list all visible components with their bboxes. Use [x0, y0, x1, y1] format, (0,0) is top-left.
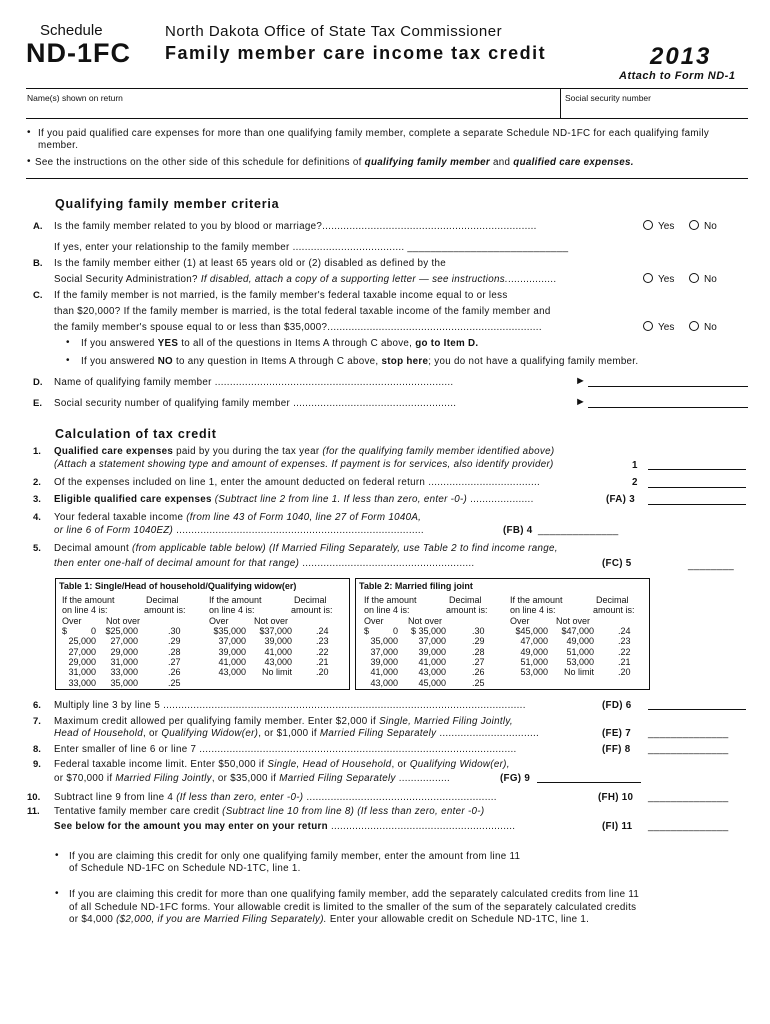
item-letter: E.	[33, 398, 42, 409]
table-cell: $ 35,000	[410, 626, 446, 636]
line-4-field[interactable]: ______________	[538, 525, 619, 536]
table-cell: 39,000	[218, 646, 246, 657]
table-cell: $25,000	[105, 626, 138, 636]
table-cell: 43,000	[418, 667, 446, 678]
names-field[interactable]	[28, 104, 558, 118]
item-b-no[interactable]: No	[689, 273, 717, 285]
divider	[26, 178, 748, 179]
table-cell: .28	[168, 646, 181, 657]
table-2	[355, 578, 650, 690]
bullet: •	[27, 127, 31, 138]
line-5-field[interactable]: ________	[688, 560, 734, 571]
table-cell: 47,000	[520, 636, 548, 647]
line-9-text: Federal taxable income limit. Enter $50,000 if Single, Head of Household, or Qualifying Widow(er),	[54, 759, 510, 770]
line-5-text: Decimal amount (from applicable table below) (If Married Filing Separately, use Table 2 to find income range,	[54, 543, 558, 554]
table-header: If the amount	[364, 595, 417, 605]
table-header: If the amount	[510, 595, 563, 605]
table-cell: .22	[316, 646, 329, 657]
line-10-field[interactable]: ______________	[648, 792, 729, 803]
table-cell: No limit	[261, 667, 292, 678]
bullet: •	[55, 888, 59, 899]
table-cell: $45,000	[515, 626, 548, 636]
line-code: (FG) 9	[500, 773, 531, 784]
bullet: •	[27, 156, 31, 167]
member-ssn-field[interactable]	[588, 407, 748, 408]
table-cell: .20	[618, 667, 631, 678]
line-code: (FD) 6	[602, 700, 632, 711]
table-cell: .26	[168, 667, 181, 678]
table-cell: .29	[168, 636, 181, 647]
table-header: Not over	[556, 616, 591, 626]
table-cell: .21	[618, 656, 631, 667]
divider	[26, 118, 748, 119]
intro-text: If you paid qualified care expenses for more than one qualifying family member, complete a separate Schedule ND-1FC for each qualifying family	[38, 128, 710, 139]
table-header: amount is:	[446, 605, 488, 615]
ssn-field[interactable]	[563, 104, 747, 118]
divider	[560, 88, 561, 118]
line-number: 5.	[33, 543, 41, 554]
line-number: 7.	[33, 716, 41, 727]
item-c-no[interactable]: No	[689, 321, 717, 333]
line-1-text: (Attach a statement showing type and amount of expenses. If payment is for services, also identify provider)	[54, 459, 554, 470]
table-cell: .27	[168, 656, 181, 667]
item-d-text: Name of qualifying family member ...............................................................................	[54, 377, 454, 388]
footer-text: or $4,000 ($2,000, if you are Married Filing Separately). Enter your allowable credit on Schedule ND-1TC, line 1.	[69, 914, 590, 925]
ssn-label: Social security number	[565, 93, 651, 103]
line-1-field[interactable]	[648, 469, 746, 470]
line-4-text: Your federal taxable income (from line 43 of Form 1040, line 27 of Form 1040A,	[54, 512, 422, 523]
table-cell: 37,000	[418, 636, 446, 647]
radio-icon	[689, 273, 699, 283]
table-cell: 33,000	[68, 677, 96, 688]
criteria-heading: Qualifying family member criteria	[55, 197, 280, 211]
line-number: 2.	[33, 477, 41, 488]
line-box-number: 1	[632, 460, 638, 471]
table-title: Table 1: Single/Head of household/Qualifying widow(er)	[59, 581, 297, 591]
intro-text: See the instructions on the other side of this schedule for definitions of qualifying family member and qualified care expenses.	[35, 157, 634, 168]
table-cell: .22	[618, 646, 631, 657]
arrow-icon: ►	[575, 396, 586, 408]
table-header: Over	[62, 616, 82, 626]
line-3-text: Eligible qualified care expenses (Subtract line 2 from line 1. If less than zero, enter -0-) .....................	[54, 494, 534, 505]
table-cell: 25,000	[68, 636, 96, 647]
line-number: 6.	[33, 700, 41, 711]
names-label: Name(s) shown on return	[27, 93, 123, 103]
table-cell: .27	[472, 656, 485, 667]
line-3-field[interactable]	[648, 504, 746, 505]
table-header: Over	[209, 616, 229, 626]
table-header: Over	[364, 616, 384, 626]
line-7-field[interactable]: ______________	[648, 728, 729, 739]
item-letter: A.	[33, 221, 43, 232]
line-7-text: Head of Household, or Qualifying Widow(er), or $1,000 if Married Filing Separately .................................	[54, 728, 540, 739]
line-8-field[interactable]: ______________	[648, 744, 729, 755]
bullet: •	[55, 850, 59, 861]
table-header: Decimal	[596, 595, 629, 605]
line-8-text: Enter smaller of line 6 or line 7 .........................................................................................................	[54, 744, 517, 755]
table-header: amount is:	[291, 605, 333, 615]
line-2-field[interactable]	[648, 487, 746, 488]
table-cell: 29,000	[110, 646, 138, 657]
table-cell: 39,000	[264, 636, 292, 647]
item-c-text: If the family member is not married, is the family member's federal taxable income equal to or less	[54, 290, 508, 301]
table-cell: 35,000	[370, 636, 398, 647]
item-c-text: the family member's spouse equal to or less than $35,000?.......................................................................	[54, 322, 542, 333]
item-e-text: Social security number of qualifying family member ......................................................	[54, 398, 457, 409]
radio-icon	[643, 220, 653, 230]
relationship-line[interactable]: If yes, enter your relationship to the family member ..................................... ____________________________	[54, 242, 569, 253]
table-header: Not over	[106, 616, 141, 626]
table-cell: 37,000	[218, 636, 246, 647]
intro-text: member.	[38, 140, 79, 151]
item-b-yes[interactable]: Yes	[643, 273, 674, 285]
line-code: (FA) 3	[606, 494, 636, 505]
table-header: on line 4 is:	[62, 605, 108, 615]
line-code: (FF) 8	[602, 744, 631, 755]
line-6-text: Multiply line 3 by line 5 ........................................................................................................................	[54, 700, 526, 711]
line-number: 4.	[33, 512, 41, 523]
item-a-text: Is the family member related to you by blood or marriage?.......................................................................	[54, 221, 537, 232]
item-letter: C.	[33, 290, 43, 301]
table-header: amount is:	[593, 605, 635, 615]
footer-text: of Schedule ND-1FC on Schedule ND-1TC, line 1.	[69, 863, 301, 874]
schedule-label: Schedule	[40, 22, 103, 39]
table-cell: .25	[168, 677, 181, 688]
table-cell: $47,000	[561, 626, 594, 636]
line-11-text: See below for the amount you may enter on your return .............................................................	[54, 821, 516, 832]
item-c-text: than $20,000? If the family member is married, is the total federal taxable income of the family member and	[54, 306, 551, 317]
line-1-text: Qualified care expenses paid by you during the tax year (for the qualifying family member identified above)	[54, 446, 555, 457]
line-number: 1.	[33, 446, 41, 457]
table-header: If the amount	[62, 595, 115, 605]
table-cell: .23	[316, 636, 329, 647]
line-11-text: Tentative family member care credit (Subtract line 10 from line 8) (If less than zero, enter -0-)	[54, 806, 485, 817]
line-10-text: Subtract line 9 from line 4 (If less than zero, enter -0-) ...............................................................	[54, 792, 497, 803]
item-a-no[interactable]: No	[689, 220, 717, 232]
table-cell: 43,000	[370, 677, 398, 688]
item-b-text: Is the family member either (1) at least 65 years old or (2) disabled as defined by the	[54, 258, 447, 269]
calc-heading: Calculation of tax credit	[55, 427, 217, 441]
tax-year: 2013	[650, 43, 712, 70]
table-cell: 41,000	[218, 656, 246, 667]
bullet: •	[66, 355, 70, 366]
footer-text: If you are claiming this credit for more than one qualifying family member, add the separately calculated credits from line 11	[69, 889, 640, 900]
attach-note: Attach to Form ND-1	[619, 70, 736, 82]
instruction-no: If you answered NO to any question in Items A through C above, stop here; you do not have a qualifying family member.	[81, 356, 639, 367]
table-header: Decimal	[294, 595, 327, 605]
table-cell: 41,000	[418, 656, 446, 667]
line-5-text: then enter one-half of decimal amount for that range) .........................................................	[54, 558, 475, 569]
table-cell: 51,000	[566, 646, 594, 657]
table-cell: 33,000	[110, 667, 138, 678]
divider	[26, 88, 748, 89]
table-cell: .21	[316, 656, 329, 667]
form-number: ND-1FC	[26, 38, 131, 68]
table-cell: 45,000	[418, 677, 446, 688]
radio-icon	[643, 273, 653, 283]
table-cell: 49,000	[520, 646, 548, 657]
line-2-text: Of the expenses included on line 1, enter the amount deducted on federal return .....................................	[54, 477, 541, 488]
table-header: Not over	[254, 616, 289, 626]
table-title: Table 2: Married filing joint	[359, 581, 473, 591]
table-cell: 27,000	[110, 636, 138, 647]
table-cell: .30	[472, 626, 485, 636]
table-cell: 31,000	[68, 667, 96, 678]
line-number: 3.	[33, 494, 41, 505]
radio-icon	[643, 321, 653, 331]
line-number: 10.	[27, 792, 41, 803]
table-cell: $37,000	[259, 626, 292, 636]
table-cell: 29,000	[68, 656, 96, 667]
line-number: 9.	[33, 759, 41, 770]
table-cell: 39,000	[418, 646, 446, 657]
table-cell: .20	[316, 667, 329, 678]
radio-icon	[689, 220, 699, 230]
line-code: (FB) 4	[503, 525, 533, 536]
instruction-yes: If you answered YES to all of the questions in Items A through C above, go to Item D.	[81, 338, 479, 349]
line-code: (FE) 7	[602, 728, 632, 739]
table-cell: 53,000	[520, 667, 548, 678]
line-6-field[interactable]	[648, 709, 746, 710]
table-cell: 43,000	[264, 656, 292, 667]
line-4-text: or line 6 of Form 1040EZ) ..................................................................................	[54, 525, 424, 536]
table-cell: 41,000	[370, 667, 398, 678]
table-cell: 37,000	[370, 646, 398, 657]
line-code: (FH) 10	[598, 792, 634, 803]
table-header: on line 4 is:	[510, 605, 556, 615]
table-cell: .25	[472, 677, 485, 688]
line-9-field[interactable]	[537, 782, 641, 783]
table-cell: .29	[472, 636, 485, 647]
line-code: (FC) 5	[602, 558, 632, 569]
line-number: 11.	[27, 806, 40, 817]
line-code: (FI) 11	[602, 821, 633, 832]
table-cell: 0	[392, 626, 398, 636]
form-title: Family member care income tax credit	[165, 43, 547, 63]
bullet: •	[66, 337, 70, 348]
table-header: Over	[510, 616, 530, 626]
table-cell: .28	[472, 646, 485, 657]
table-cell: $	[62, 626, 68, 636]
item-c-yes[interactable]: Yes	[643, 321, 674, 333]
footer-text: of all Schedule ND-1FC forms. Your allowable credit is limited to the smaller of the sum of the separately calculated credits	[69, 902, 637, 913]
table-cell: 51,000	[520, 656, 548, 667]
table-header: amount is:	[144, 605, 186, 615]
table-cell: 0	[90, 626, 96, 636]
table-cell: 27,000	[68, 646, 96, 657]
item-a-yes[interactable]: Yes	[643, 220, 674, 232]
table-cell: .26	[472, 667, 485, 678]
table-cell: 53,000	[566, 656, 594, 667]
table-cell: .24	[618, 626, 631, 636]
radio-icon	[689, 321, 699, 331]
table-header: Decimal	[449, 595, 482, 605]
item-letter: D.	[33, 377, 43, 388]
table-cell: 49,000	[566, 636, 594, 647]
line-11-field[interactable]: ______________	[648, 821, 729, 832]
table-1	[55, 578, 350, 690]
line-number: 8.	[33, 744, 41, 755]
table-header: Not over	[408, 616, 443, 626]
table-cell: .23	[618, 636, 631, 647]
table-cell: .24	[316, 626, 329, 636]
table-cell: 31,000	[110, 656, 138, 667]
table-cell: 39,000	[370, 656, 398, 667]
item-b-text: Social Security Administration? If disabled, attach a copy of a supporting letter — see instructions.................	[54, 274, 557, 285]
table-cell: $	[364, 626, 370, 636]
table-cell: 35,000	[110, 677, 138, 688]
agency-name: North Dakota Office of State Tax Commissioner	[165, 23, 503, 40]
table-header: on line 4 is:	[364, 605, 410, 615]
table-cell: No limit	[563, 667, 594, 678]
footer-text: If you are claiming this credit for only one qualifying family member, enter the amount from line 11	[69, 851, 521, 862]
line-box-number: 2	[632, 477, 638, 488]
member-name-field[interactable]	[588, 386, 748, 387]
item-letter: B.	[33, 258, 43, 269]
table-cell: 41,000	[264, 646, 292, 657]
line-7-text: Maximum credit allowed per qualifying family member. Enter $2,000 if Single, Married Filing Jointly,	[54, 716, 513, 727]
table-header: on line 4 is:	[209, 605, 255, 615]
arrow-icon: ►	[575, 375, 586, 387]
line-9-text: or $70,000 if Married Filing Jointly, or $35,000 if Married Filing Separately .................	[54, 773, 451, 784]
table-cell: .30	[168, 626, 181, 636]
table-header: Decimal	[146, 595, 179, 605]
table-header: If the amount	[209, 595, 262, 605]
table-cell: $35,000	[213, 626, 246, 636]
table-cell: 43,000	[218, 667, 246, 678]
